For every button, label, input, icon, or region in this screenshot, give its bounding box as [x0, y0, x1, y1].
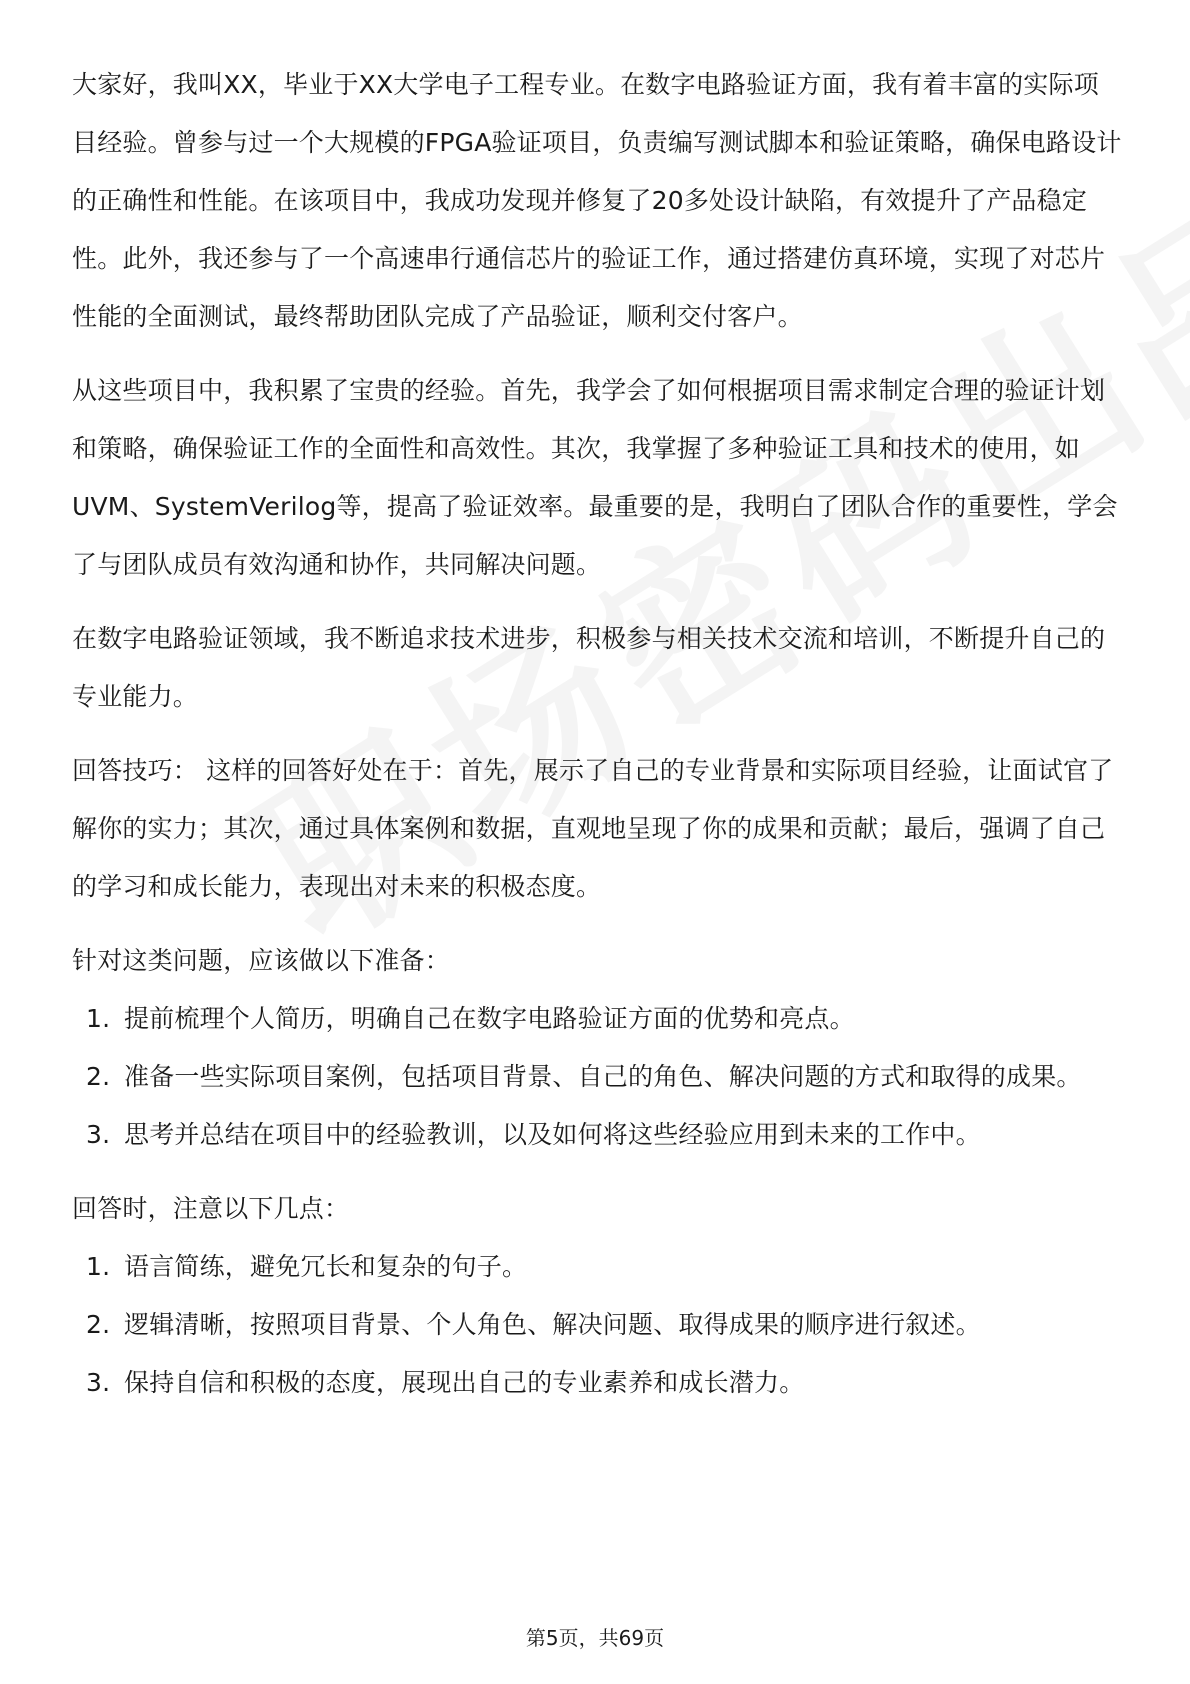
list-item	[72, 1354, 1122, 1412]
page-footer: 第5页，共69页	[525, 1626, 665, 1650]
list-number: 2.	[86, 1310, 111, 1339]
list-item	[72, 1106, 1122, 1164]
list-item	[72, 1048, 1122, 1106]
tips-heading: 回答时，注意以下几点：	[72, 1194, 350, 1223]
list-text: 提前梳理个人简历，明确自己在数字电路验证方面的优势和亮点。	[124, 1004, 855, 1033]
list-text: 保持自信和积极的态度，展现出自己的专业素养和成长潜力。	[124, 1368, 805, 1397]
document-body	[72, 56, 1122, 1412]
prep-heading: 针对这类问题，应该做以下准备：	[72, 946, 451, 975]
list-number: 2.	[86, 1062, 111, 1091]
list-item	[72, 990, 1122, 1048]
list-item	[72, 1296, 1122, 1354]
paragraph-growth: 在数字电路验证领域，我不断追求技术进步，积极参与相关技术交流和培训，不断提升自己的专业能力。	[72, 624, 1106, 711]
list-text: 逻辑清晰，按照项目背景、个人角色、解决问题、取得成果的顺序进行叙述。	[124, 1310, 981, 1339]
list-text: 思考并总结在项目中的经验教训，以及如何将这些经验应用到未来的工作中。	[124, 1120, 981, 1149]
list-text: 准备一些实际项目案例，包括项目背景、自己的角色、解决问题的方式和取得的成果。	[124, 1062, 1082, 1091]
list-number: 1.	[86, 1252, 111, 1281]
paragraph-experience: 从这些项目中，我积累了宝贵的经验。首先，我学会了如何根据项目需求制定合理的验证计划和策略，确保验证工作的全面性和高效性。其次，我掌握了多种验证工具和技术的使用，如UVM、SystemVerilog等，提高了验证效率。最重要的是，我明白了团队合作的重要性，学会了与团队成员有效沟通和协作，共同解决问题。	[72, 376, 1118, 579]
tips-list	[72, 1238, 1122, 1412]
prep-list	[72, 990, 1122, 1164]
list-item	[72, 1238, 1122, 1296]
paragraph-intro: 大家好，我叫XX，毕业于XX大学电子工程专业。在数字电路验证方面，我有着丰富的实际项目经验。曾参与过一个大规模的FPGA验证项目，负责编写测试脚本和验证策略，确保电路设计的正确性和性能。在该项目中，我成功发现并修复了20多处设计缺陷，有效提升了产品稳定性。此外，我还参与了一个高速串行通信芯片的验证工作，通过搭建仿真环境，实现了对芯片性能的全面测试，最终帮助团队完成了产品验证，顺利交付客户。	[72, 70, 1122, 331]
list-number: 1.	[86, 1004, 111, 1033]
list-number: 3.	[86, 1368, 111, 1397]
list-text: 语言简练，避免冗长和复杂的句子。	[124, 1252, 528, 1281]
list-number: 3.	[86, 1120, 111, 1149]
paragraph-answer-tips: 回答技巧： 这样的回答好处在于：首先，展示了自己的专业背景和实际项目经验，让面试官了解你的实力；其次，通过具体案例和数据，直观地呈现了你的成果和贡献；最后，强调了自己的学习和成长能力，表现出对未来的积极态度。	[72, 756, 1114, 901]
